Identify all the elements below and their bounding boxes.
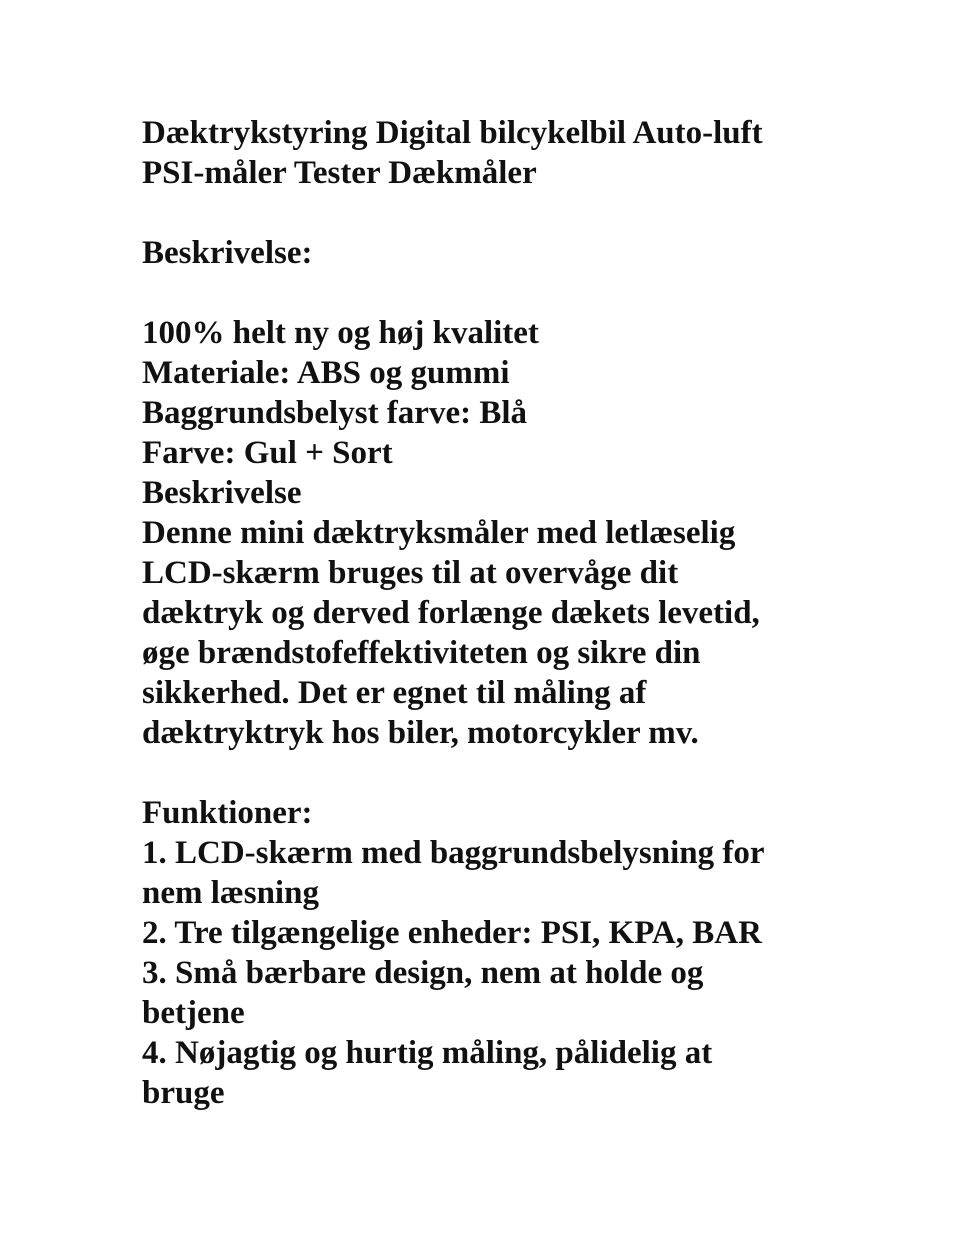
spec-item: 100% helt ny og høj kvalitet (142, 315, 539, 351)
functions-heading: Funktioner: (142, 795, 313, 831)
spacer (142, 273, 842, 313)
spec-item: Farve: Gul + Sort (142, 435, 393, 471)
function-line: 4. Nøjagtig og hurtig måling, pålidelig at (142, 1035, 713, 1071)
function-line: 2. Tre tilgængelige enheder: PSI, KPA, BAR (142, 915, 762, 951)
spacer (142, 193, 842, 233)
function-line: 1. LCD-skærm med baggrundsbelysning for (142, 835, 765, 871)
spec-item: Materiale: ABS og gummi (142, 355, 510, 391)
description-heading: Beskrivelse: (142, 235, 313, 271)
description-paragraph (142, 513, 842, 753)
document-page (142, 113, 842, 1113)
description-label: Beskrivelse (142, 475, 302, 511)
title-line-1: Dæktrykstyring Digital bilcykelbil Auto-luft (142, 115, 763, 151)
spacer (142, 753, 842, 793)
description-line: LCD-skærm bruges til at overvåge dit (142, 555, 679, 591)
description-line: dæktryk og derved forlænge dækets levetid, (142, 595, 760, 631)
description-line: dæktryktryk hos biler, motorcykler mv. (142, 715, 699, 751)
function-line: betjene (142, 995, 245, 1031)
function-line: nem læsning (142, 875, 319, 911)
function-line: bruge (142, 1075, 225, 1111)
description-line: øge brændstofeffektiviteten og sikre din (142, 635, 701, 671)
function-line: 3. Små bærbare design, nem at holde og (142, 955, 704, 991)
description-line: sikkerhed. Det er egnet til måling af (142, 675, 647, 711)
spec-list (142, 313, 842, 473)
title-line-2: PSI-måler Tester Dækmåler (142, 155, 537, 191)
functions-list (142, 833, 842, 1113)
product-title (142, 113, 842, 193)
description-line: Denne mini dæktryksmåler med letlæselig (142, 515, 736, 551)
spec-item: Baggrundsbelyst farve: Blå (142, 395, 528, 431)
